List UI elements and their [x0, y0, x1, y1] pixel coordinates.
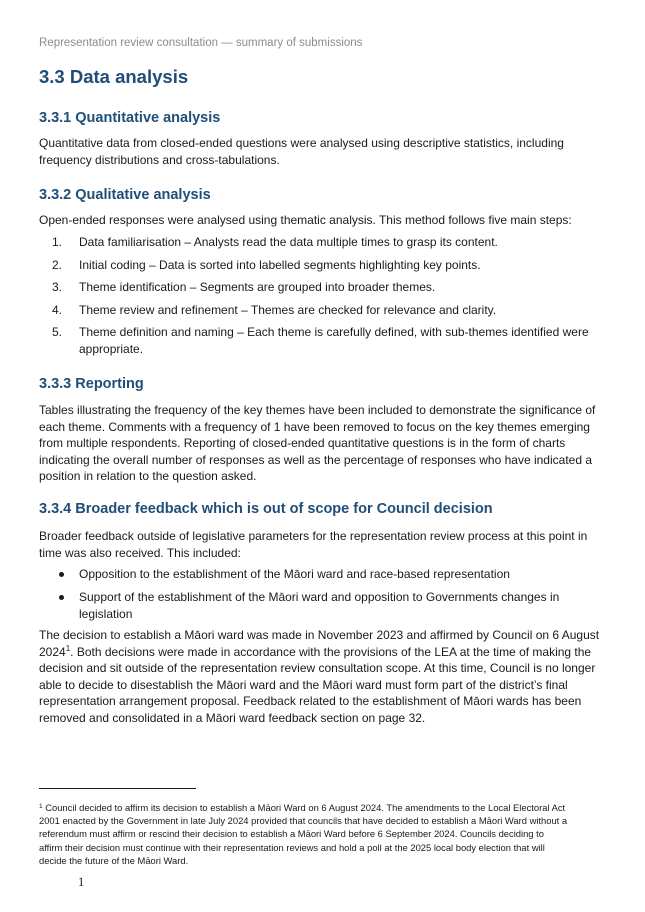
footnote-first-line: Council decided to affirm its decision to establish a Māori Ward on 6 August 2024. The amendments to the Local Electoral Act: [42, 802, 566, 813]
text-line: appropriate.: [79, 341, 144, 356]
bullet-icon: [59, 595, 64, 600]
footnote-marker: 1: [39, 803, 43, 810]
list-number: 1.: [52, 235, 63, 249]
page-number: 1: [78, 875, 85, 889]
text-line: frequency distributions and cross-tabulations.: [39, 152, 280, 167]
section-heading-3-3-1: 3.3.1 Quantitative analysis: [39, 110, 221, 126]
text-line: Support of the establishment of the Māori ward and opposition to Governments changes in: [79, 590, 560, 604]
text-line: decide the future of the Māori Ward.: [39, 854, 189, 866]
text-line: from multiple respondents. Reporting of closed-ended quantitative questions is in the form of charts: [39, 436, 566, 450]
text-line: Open-ended responses were analysed using thematic analysis. This method follows five main steps:: [39, 213, 572, 227]
text-line: legislation: [79, 606, 133, 621]
text-line: each theme. Comments with a frequency of 1 have been removed to focus on the key themes emerging: [39, 419, 590, 434]
list-number: 3.: [52, 280, 63, 294]
list-number: 5.: [52, 325, 63, 339]
text-line: 2001 enacted by the Government in late July 2024 provided that councils that have decided to establish a Māori Ward without a: [39, 815, 568, 827]
maori-ward-decision-paragraph: [39, 627, 609, 726]
section-heading-3-3-4: 3.3.4 Broader feedback which is out of scope for Council decision: [39, 501, 493, 517]
section-heading-3-3: 3.3 Data analysis: [39, 66, 189, 87]
list-item-text: [79, 566, 619, 583]
footnote: [39, 801, 619, 867]
list-item-text: [79, 324, 619, 357]
text-line: [39, 644, 609, 661]
text-line: Tables illustrating the frequency of the key themes have been included to demonstrate the significance of: [39, 403, 596, 417]
text-line: representation arrangement proposal. Feedback related to the establishment of Māori wards has been: [39, 694, 582, 708]
text-line: The decision to establish a Māori ward was made in November 2023 and affirmed by Council on 6 August: [39, 628, 600, 642]
list-item-text: [79, 279, 619, 296]
list-number: 2.: [52, 258, 63, 272]
quantitative-analysis-paragraph: [39, 135, 609, 168]
text-line: Quantitative data from closed-ended questions were analysed using descriptive statistics, including: [39, 136, 564, 150]
footnote-separator: [39, 788, 196, 789]
text-line: decision and sit outside of the representation review consultation scope. At this time, Council is no longer: [39, 661, 596, 675]
section-heading-3-3-3: 3.3.3 Reporting: [39, 376, 144, 392]
text-line: affirm their decision must continue with their representation reviews and hold a poll at the 2025 local body election that will: [39, 841, 545, 853]
text-line: Data familiarisation – Analysts read the data multiple times to grasp its content.: [79, 235, 498, 249]
broader-feedback-intro: [39, 528, 609, 561]
list-item-text: [79, 257, 619, 274]
text-line: Initial coding – Data is sorted into labelled segments highlighting key points.: [79, 258, 481, 272]
running-header: Representation review consultation — summary of submissions: [39, 37, 363, 49]
text-line: indicating the overall number of responses as well as the percentage of responses who have indicated a: [39, 452, 593, 467]
section-heading-3-3-2: 3.3.2 Qualitative analysis: [39, 187, 211, 203]
text-line: referendum must affirm or rescind their decision to establish a Māori Ward before 6 September 2024. Councils deciding to: [39, 828, 544, 840]
list-item-text: [79, 302, 619, 319]
list-number: 4.: [52, 303, 63, 317]
text-line: Broader feedback outside of legislative parameters for the representation review process at this point in: [39, 529, 588, 543]
text-line: removed and consolidated in a Māori ward feedback section on page 32.: [39, 710, 426, 725]
text-line: Theme review and refinement – Themes are checked for relevance and clarity.: [79, 303, 497, 317]
bullet-icon: [59, 572, 64, 577]
reporting-paragraph: [39, 402, 609, 485]
list-item-text: [79, 234, 619, 251]
closing-year: 2024: [39, 644, 66, 659]
list-item-text: [79, 589, 619, 622]
text-line: time was also received. This included:: [39, 545, 241, 560]
text-line: Opposition to the establishment of the Māori ward and race-based representation: [79, 567, 510, 581]
text-line: [39, 801, 619, 814]
qualitative-analysis-intro: [39, 212, 609, 229]
text-line: Theme definition and naming – Each theme is carefully defined, with sub-themes identified were: [79, 325, 589, 339]
text-line: position in relation to the question asked.: [39, 469, 257, 483]
footnote-reference: 1: [65, 643, 71, 653]
text-line: Theme identification – Segments are grouped into broader themes.: [79, 280, 436, 294]
text-line: able to decide to disestablish the Māori ward and the Māori ward must form part of the district’s final: [39, 677, 568, 692]
closing-second-line-text: . Both decisions were made in accordance with the provisions of the LEA at the time of making the: [70, 644, 592, 659]
